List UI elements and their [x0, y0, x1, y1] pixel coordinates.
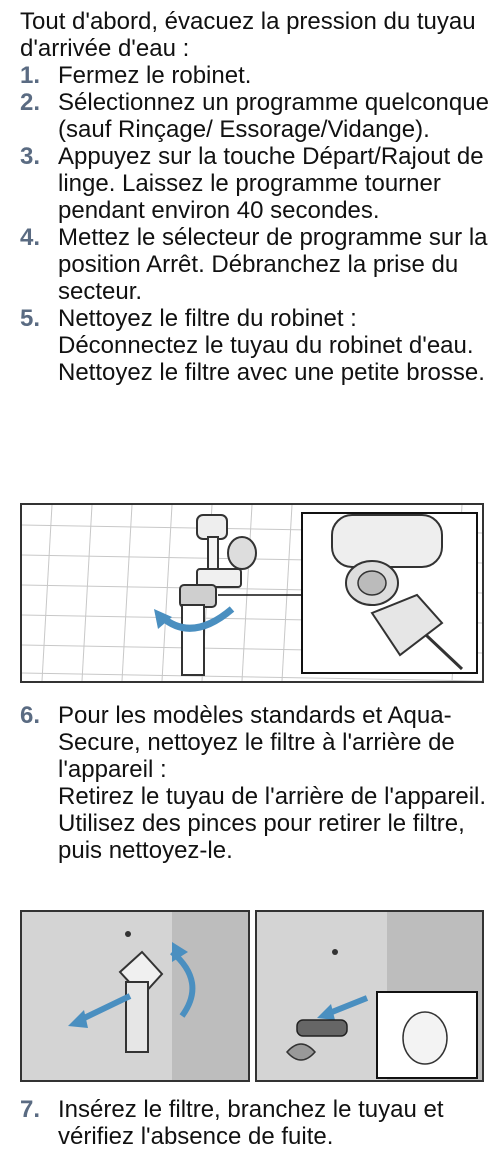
list-item [20, 143, 495, 224]
list-item [20, 89, 495, 143]
step-number: 6. [20, 702, 41, 729]
steps-list-a [20, 62, 495, 386]
step-text: Insérez le filtre, branchez le tuyau et vérifiez l'absence de fuite. [58, 1096, 444, 1150]
step-6 [20, 702, 495, 864]
rear-filter-illustration-left [20, 910, 250, 1082]
step-number: 4. [20, 224, 41, 251]
step-number: 2. [20, 89, 41, 116]
step-number: 5. [20, 305, 41, 332]
step-text: Appuyez sur la touche Départ/Rajout de linge. Laissez le programme tourner pendant environ 40 secondes. [58, 143, 484, 224]
step-number: 7. [20, 1096, 41, 1123]
step-text: Mettez le sélecteur de programme sur la position Arrêt. Débranchez la prise du secteur. [58, 224, 488, 305]
step-text: Pour les modèles standards et Aqua-Secure, nettoyez le filtre à l'arrière de l'appareil : [58, 702, 455, 783]
list-item [20, 62, 495, 89]
step-7 [20, 1096, 495, 1150]
rear-filter-illustration-right [255, 910, 484, 1082]
step-text: Sélectionnez un programme quelconque (sauf Rinçage/ Essorage/Vidange). [58, 89, 489, 143]
step-text: Utilisez des pinces pour retirer le filtre, puis nettoyez-le. [58, 810, 465, 864]
step-text: Nettoyez le filtre du robinet : [58, 305, 357, 332]
step-text: Nettoyez le filtre avec une petite brosse. [58, 359, 485, 386]
step-text: Retirez le tuyau de l'arrière de l'appareil. [58, 783, 487, 810]
step-text: Fermez le robinet. [58, 62, 252, 89]
list-item [20, 305, 495, 386]
step-number: 3. [20, 143, 41, 170]
step-number: 1. [20, 62, 41, 89]
tap-filter-illustration [20, 503, 484, 683]
intro-text: Tout d'abord, évacuez la pression du tuyau d'arrivée d'eau : [20, 8, 476, 62]
list-item [20, 224, 495, 305]
step-text: Déconnectez le tuyau du robinet d'eau. [58, 332, 474, 359]
